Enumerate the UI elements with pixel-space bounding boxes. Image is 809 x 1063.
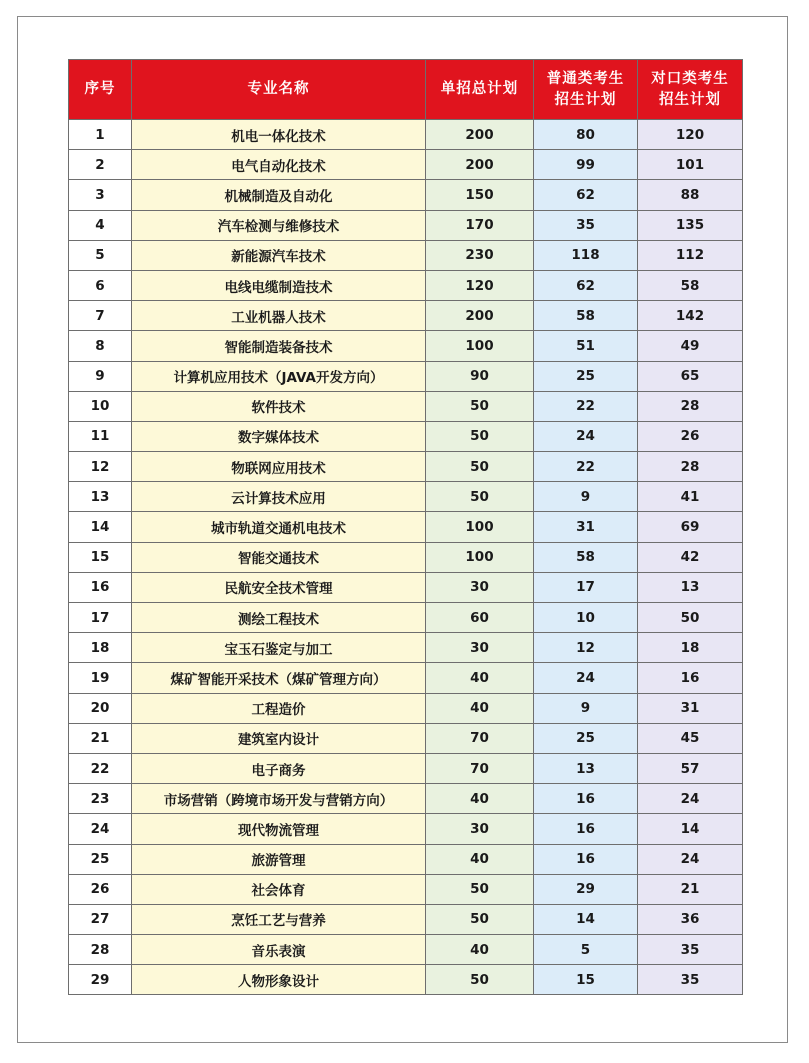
- cell-major-name: 煤矿智能开采技术（煤矿管理方向）: [132, 663, 426, 693]
- header-major-name: 专业名称: [132, 60, 426, 120]
- cell-index: 28: [69, 935, 132, 965]
- table-row: [69, 723, 743, 753]
- cell-vocational-plan: 49: [638, 331, 743, 361]
- cell-general-plan: 16: [534, 784, 638, 814]
- header-general-line2: 招生计划: [554, 91, 617, 108]
- cell-general-plan: 51: [534, 331, 638, 361]
- cell-total-plan: 50: [426, 421, 534, 451]
- header-vocational-line2: 招生计划: [659, 91, 721, 108]
- cell-major-name: 工业机器人技术: [132, 301, 426, 331]
- cell-general-plan: 9: [534, 693, 638, 723]
- cell-major-name: 测绘工程技术: [132, 603, 426, 633]
- cell-major-name: 机电一体化技术: [132, 120, 426, 150]
- cell-vocational-plan: 101: [638, 150, 743, 180]
- cell-major-name: 民航安全技术管理: [132, 572, 426, 602]
- cell-total-plan: 90: [426, 361, 534, 391]
- cell-total-plan: 40: [426, 844, 534, 874]
- cell-index: 7: [69, 301, 132, 331]
- cell-major-name: 市场营销（跨境市场开发与营销方向）: [132, 784, 426, 814]
- cell-index: 2: [69, 150, 132, 180]
- table-row: [69, 482, 743, 512]
- cell-index: 10: [69, 391, 132, 421]
- cell-index: 24: [69, 814, 132, 844]
- cell-total-plan: 40: [426, 935, 534, 965]
- cell-total-plan: 50: [426, 391, 534, 421]
- cell-vocational-plan: 42: [638, 542, 743, 572]
- table-row: [69, 935, 743, 965]
- cell-general-plan: 12: [534, 633, 638, 663]
- cell-vocational-plan: 21: [638, 874, 743, 904]
- cell-general-plan: 15: [534, 965, 638, 995]
- cell-major-name: 云计算技术应用: [132, 482, 426, 512]
- table-row: [69, 452, 743, 482]
- cell-major-name: 音乐表演: [132, 935, 426, 965]
- cell-major-name: 新能源汽车技术: [132, 240, 426, 270]
- cell-index: 14: [69, 512, 132, 542]
- cell-index: 26: [69, 874, 132, 904]
- cell-total-plan: 50: [426, 452, 534, 482]
- table-row: [69, 331, 743, 361]
- cell-general-plan: 58: [534, 301, 638, 331]
- cell-vocational-plan: 14: [638, 814, 743, 844]
- cell-index: 3: [69, 180, 132, 210]
- cell-total-plan: 40: [426, 693, 534, 723]
- enrollment-plan-table: [68, 59, 743, 995]
- table-row: [69, 210, 743, 240]
- cell-major-name: 城市轨道交通机电技术: [132, 512, 426, 542]
- cell-index: 15: [69, 542, 132, 572]
- cell-index: 12: [69, 452, 132, 482]
- cell-general-plan: 29: [534, 874, 638, 904]
- table-row: [69, 150, 743, 180]
- cell-total-plan: 100: [426, 542, 534, 572]
- cell-index: 8: [69, 331, 132, 361]
- table-header-row: [69, 60, 743, 120]
- cell-general-plan: 16: [534, 844, 638, 874]
- cell-vocational-plan: 36: [638, 904, 743, 934]
- cell-total-plan: 30: [426, 572, 534, 602]
- cell-general-plan: 17: [534, 572, 638, 602]
- cell-index: 11: [69, 421, 132, 451]
- cell-total-plan: 70: [426, 753, 534, 783]
- cell-general-plan: 22: [534, 452, 638, 482]
- cell-total-plan: 50: [426, 965, 534, 995]
- cell-index: 1: [69, 120, 132, 150]
- cell-major-name: 宝玉石鉴定与加工: [132, 633, 426, 663]
- table-row: [69, 361, 743, 391]
- table-row: [69, 240, 743, 270]
- cell-vocational-plan: 31: [638, 693, 743, 723]
- cell-vocational-plan: 13: [638, 572, 743, 602]
- table-row: [69, 814, 743, 844]
- cell-major-name: 软件技术: [132, 391, 426, 421]
- cell-major-name: 计算机应用技术（JAVA开发方向）: [132, 361, 426, 391]
- cell-total-plan: 200: [426, 120, 534, 150]
- cell-index: 13: [69, 482, 132, 512]
- cell-vocational-plan: 24: [638, 784, 743, 814]
- cell-major-name: 工程造价: [132, 693, 426, 723]
- cell-total-plan: 30: [426, 814, 534, 844]
- cell-major-name: 物联网应用技术: [132, 452, 426, 482]
- cell-major-name: 机械制造及自动化: [132, 180, 426, 210]
- cell-major-name: 烹饪工艺与营养: [132, 904, 426, 934]
- cell-major-name: 电子商务: [132, 753, 426, 783]
- cell-total-plan: 50: [426, 874, 534, 904]
- cell-index: 23: [69, 784, 132, 814]
- cell-total-plan: 230: [426, 240, 534, 270]
- cell-total-plan: 150: [426, 180, 534, 210]
- cell-general-plan: 62: [534, 180, 638, 210]
- cell-vocational-plan: 35: [638, 935, 743, 965]
- cell-general-plan: 5: [534, 935, 638, 965]
- table-row: [69, 301, 743, 331]
- cell-total-plan: 70: [426, 723, 534, 753]
- cell-vocational-plan: 57: [638, 753, 743, 783]
- cell-index: 25: [69, 844, 132, 874]
- cell-general-plan: 16: [534, 814, 638, 844]
- header-total-plan: 单招总计划: [426, 60, 534, 120]
- table-body: [69, 120, 743, 995]
- cell-vocational-plan: 35: [638, 965, 743, 995]
- cell-total-plan: 30: [426, 633, 534, 663]
- cell-vocational-plan: 58: [638, 270, 743, 300]
- cell-vocational-plan: 69: [638, 512, 743, 542]
- cell-major-name: 现代物流管理: [132, 814, 426, 844]
- cell-general-plan: 22: [534, 391, 638, 421]
- cell-vocational-plan: 88: [638, 180, 743, 210]
- table-row: [69, 180, 743, 210]
- cell-major-name: 社会体育: [132, 874, 426, 904]
- cell-vocational-plan: 142: [638, 301, 743, 331]
- cell-vocational-plan: 50: [638, 603, 743, 633]
- table-row: [69, 663, 743, 693]
- table-row: [69, 753, 743, 783]
- cell-index: 18: [69, 633, 132, 663]
- cell-general-plan: 10: [534, 603, 638, 633]
- table-row: [69, 874, 743, 904]
- table-row: [69, 633, 743, 663]
- cell-index: 16: [69, 572, 132, 602]
- cell-index: 9: [69, 361, 132, 391]
- table-row: [69, 844, 743, 874]
- cell-general-plan: 25: [534, 361, 638, 391]
- cell-vocational-plan: 24: [638, 844, 743, 874]
- cell-general-plan: 14: [534, 904, 638, 934]
- table-row: [69, 965, 743, 995]
- table-row: [69, 512, 743, 542]
- cell-vocational-plan: 65: [638, 361, 743, 391]
- table-row: [69, 120, 743, 150]
- cell-vocational-plan: 112: [638, 240, 743, 270]
- cell-total-plan: 200: [426, 301, 534, 331]
- cell-index: 29: [69, 965, 132, 995]
- cell-vocational-plan: 45: [638, 723, 743, 753]
- cell-major-name: 数字媒体技术: [132, 421, 426, 451]
- cell-vocational-plan: 41: [638, 482, 743, 512]
- cell-major-name: 旅游管理: [132, 844, 426, 874]
- cell-vocational-plan: 26: [638, 421, 743, 451]
- cell-total-plan: 60: [426, 603, 534, 633]
- cell-major-name: 汽车检测与维修技术: [132, 210, 426, 240]
- cell-index: 6: [69, 270, 132, 300]
- cell-general-plan: 62: [534, 270, 638, 300]
- header-general-line1: 普通类考生: [546, 70, 625, 87]
- cell-general-plan: 24: [534, 663, 638, 693]
- header-vocational-plan: [638, 60, 743, 120]
- cell-vocational-plan: 16: [638, 663, 743, 693]
- cell-general-plan: 58: [534, 542, 638, 572]
- cell-total-plan: 100: [426, 512, 534, 542]
- cell-index: 27: [69, 904, 132, 934]
- table-row: [69, 603, 743, 633]
- header-index: 序号: [69, 60, 132, 120]
- cell-general-plan: 9: [534, 482, 638, 512]
- cell-index: 21: [69, 723, 132, 753]
- table-row: [69, 542, 743, 572]
- cell-total-plan: 170: [426, 210, 534, 240]
- cell-index: 4: [69, 210, 132, 240]
- cell-index: 22: [69, 753, 132, 783]
- cell-index: 17: [69, 603, 132, 633]
- cell-total-plan: 200: [426, 150, 534, 180]
- cell-general-plan: 31: [534, 512, 638, 542]
- table-row: [69, 904, 743, 934]
- cell-general-plan: 99: [534, 150, 638, 180]
- cell-major-name: 智能制造装备技术: [132, 331, 426, 361]
- table-row: [69, 572, 743, 602]
- cell-major-name: 电气自动化技术: [132, 150, 426, 180]
- cell-general-plan: 24: [534, 421, 638, 451]
- cell-major-name: 人物形象设计: [132, 965, 426, 995]
- cell-major-name: 智能交通技术: [132, 542, 426, 572]
- cell-vocational-plan: 18: [638, 633, 743, 663]
- cell-major-name: 建筑室内设计: [132, 723, 426, 753]
- cell-index: 5: [69, 240, 132, 270]
- cell-index: 20: [69, 693, 132, 723]
- cell-total-plan: 120: [426, 270, 534, 300]
- table-row: [69, 270, 743, 300]
- table-row: [69, 693, 743, 723]
- cell-general-plan: 80: [534, 120, 638, 150]
- cell-vocational-plan: 28: [638, 391, 743, 421]
- cell-vocational-plan: 135: [638, 210, 743, 240]
- cell-general-plan: 35: [534, 210, 638, 240]
- cell-total-plan: 50: [426, 482, 534, 512]
- table-row: [69, 391, 743, 421]
- cell-total-plan: 50: [426, 904, 534, 934]
- header-general-plan: [534, 60, 638, 120]
- header-vocational-line1: 对口类考生: [651, 70, 729, 87]
- cell-total-plan: 40: [426, 784, 534, 814]
- table-row: [69, 784, 743, 814]
- cell-general-plan: 118: [534, 240, 638, 270]
- table-row: [69, 421, 743, 451]
- cell-total-plan: 40: [426, 663, 534, 693]
- cell-total-plan: 100: [426, 331, 534, 361]
- cell-general-plan: 13: [534, 753, 638, 783]
- cell-vocational-plan: 120: [638, 120, 743, 150]
- cell-general-plan: 25: [534, 723, 638, 753]
- cell-index: 19: [69, 663, 132, 693]
- cell-vocational-plan: 28: [638, 452, 743, 482]
- cell-major-name: 电线电缆制造技术: [132, 270, 426, 300]
